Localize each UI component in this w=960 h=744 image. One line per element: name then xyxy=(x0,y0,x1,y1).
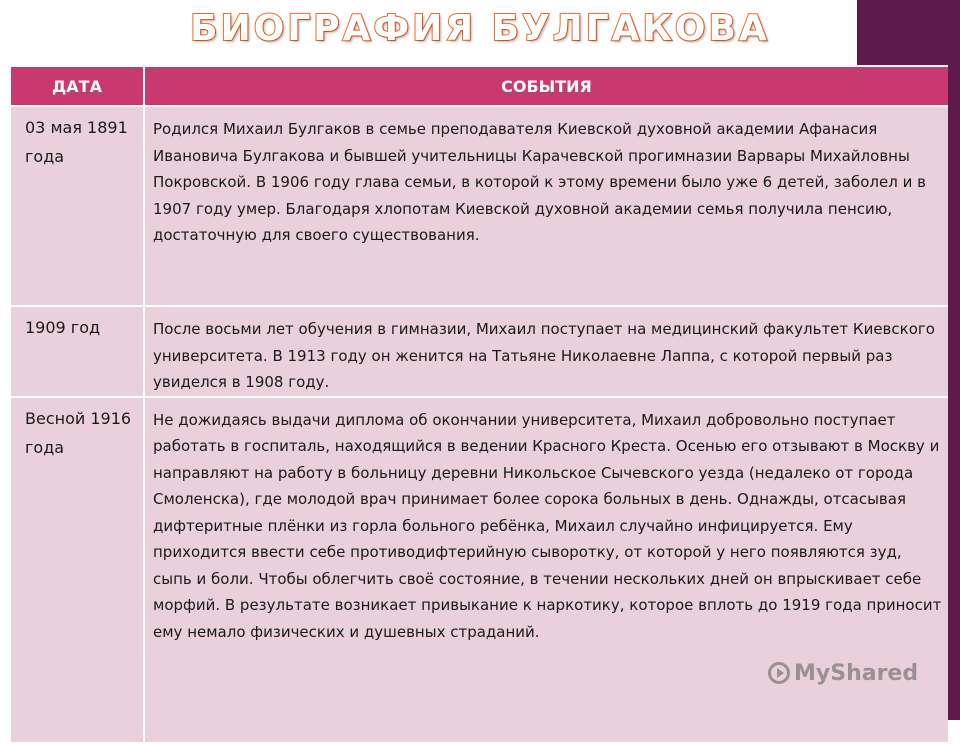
table-header-row xyxy=(11,67,948,106)
watermark xyxy=(768,658,928,688)
date-cell: Весной 1916 года xyxy=(11,397,144,743)
play-icon xyxy=(768,662,790,684)
table-row xyxy=(11,106,948,306)
event-cell: Родился Михаил Булгаков в семье преподавателя Киевской духовной академии Афанасия Ивановича Булгакова и бывшей учительницы Карачевской прогимназии Варвары Михайловны Покровской. В 1906 году глава семьи, в которой к этому времени было уже 6 детей, заболел и в 1907 году умер. Благодаря хлопотам Киевской духовной академии семья получила пенсию, достаточную для своего существования. xyxy=(144,106,948,306)
column-header-events: СОБЫТИЯ xyxy=(144,67,948,106)
date-cell: 03 мая 1891 года xyxy=(11,106,144,306)
table-row xyxy=(11,306,948,397)
biography-table xyxy=(11,67,948,744)
page-title: БИОГРАФИЯ БУЛГАКОВА xyxy=(190,8,770,49)
table-row xyxy=(11,397,948,743)
column-header-date: ДАТА xyxy=(11,67,144,106)
event-cell: После восьми лет обучения в гимназии, Михаил поступает на медицинский факультет Киевского университета. В 1913 году он женится на Татьяне Николаевне Лаппа, с которой первый раз увиделся в 1908 году. xyxy=(144,306,948,397)
watermark-text: MyShared xyxy=(794,660,919,686)
accent-strip xyxy=(948,65,960,720)
event-cell: Не дожидаясь выдачи диплома об окончании университета, Михаил добровольно поступает работать в госпиталь, находящийся в ведении Красного Креста. Осенью его отзывают в Москву и направляют на работу в больницу деревни Никольское Сычевского уезда (недалеко от города Смоленска), где молодой врач принимает более сорока больных в день. Однажды, отсасывая дифтеритные плёнки из горла больного ребёнка, Михаил случайно инфицируется. Ему приходится ввести себе противодифтерийную сыворотку, от которой у него появляются зуд, сыпь и боли. Чтобы облегчить своё состояние, в течении нескольких дней он впрыскивает себе морфий. В результате возникает привыкание к наркотику, которое вплоть до 1919 года приносит ему немало физических и душевных страданий. xyxy=(144,397,948,743)
date-cell: 1909 год xyxy=(11,306,144,397)
